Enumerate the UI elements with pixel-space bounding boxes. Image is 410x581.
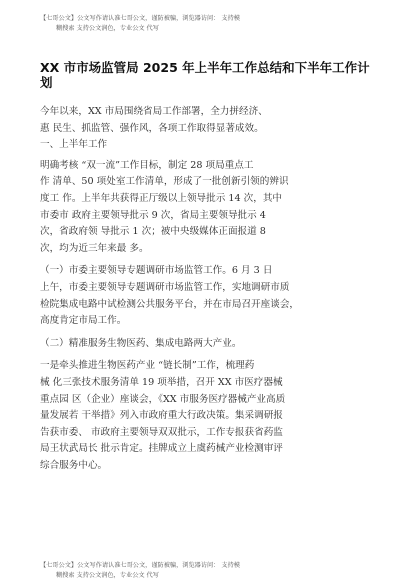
document-body	[40, 104, 380, 474]
paragraph-goals	[40, 158, 380, 258]
section-heading-first-half	[40, 137, 380, 154]
text-line: 一、上半年工作	[40, 139, 108, 151]
text-line: 检院集成电路中试检测公共服务平台，并在市局召开座谈会，	[40, 298, 300, 310]
page-footer	[40, 561, 375, 581]
text-line: （一）市委主要领导专题调研市场监管工作。6 月 3 日	[40, 265, 273, 277]
text-line: 一是牵头推进生物医药产业 “链长制”工作，梳理药	[40, 360, 255, 372]
document-title	[40, 60, 380, 90]
text-line: 告获市委、 市政府主要领导双双批示，工作专报获省药监	[40, 426, 283, 438]
paragraph-industry-chain	[40, 358, 380, 474]
text-line: 市委市 政府主要领导批示 9 次，省局主要领导批示 4	[40, 209, 266, 221]
text-line: 重点园 区（企业）座谈会，《XX 市服务医疗器械产业高质	[40, 393, 286, 405]
paragraph-subsection-1	[40, 263, 380, 329]
paragraph-intro	[40, 104, 380, 137]
text-line: 械 化三张技术服务清单 19 项举措，召开 XX 市医疗器械	[40, 376, 283, 388]
text-line: （二）精准服务生物医药、集成电路两大产业。	[40, 337, 242, 349]
footer-line-1: 【七哥公文】公文写作请认准七哥公文，谨防被骗，浏览器访问： 支持模	[40, 562, 240, 569]
title-line-2: 划	[40, 75, 53, 90]
text-line: 上午，市委主要领导专题调研市场监管工作，实地调研市质	[40, 281, 290, 293]
subsection-heading-2	[40, 336, 380, 353]
text-line: 综合服务中心。	[40, 459, 108, 471]
text-line: 惠 民生、抓监管、强作风，各项工作取得显著成效。	[40, 122, 264, 134]
footer-line-2: 糊搜索 支持公文润色，专业公文 代写	[56, 572, 159, 579]
text-line: 次，均为近三年来最 多。	[40, 242, 149, 254]
text-line: 量发展若 干举措》列入市政府重大行政决策。集采调研报	[40, 410, 283, 422]
title-line-1: XX 市市场监管局 2025 年上半年工作总结和下半年工作计	[40, 60, 370, 75]
page-header	[40, 14, 375, 34]
text-line: 明确考核 “双一流”工作目标，制定 28 项局重点工	[40, 159, 254, 171]
text-line: 作 清单、50 项处室工作清单，形成了一批创新引领的辨识	[40, 176, 289, 188]
text-line: 高度肯定市局工作。	[40, 315, 127, 327]
header-line-2: 糊搜索 支持公文润色，专业公文 代写	[56, 25, 159, 32]
text-line: 今年以来，XX 市局围绕省局工作部署，全力拼经济、	[40, 106, 268, 117]
text-line: 度工 作。上半年共获得正厅级以上领导批示 14 次，其中	[40, 192, 283, 204]
header-line-1: 【七哥公文】公文写作请认准七哥公文，谨防被骗，浏览器访问： 支持模	[40, 15, 240, 22]
text-line: 局王状武局长 批示肯定。挂牌成立上虞药械产业检测审评	[40, 443, 283, 455]
text-line: 次，省政府领 导批示 1 次；被中央级媒体正面报道 8	[40, 226, 266, 238]
